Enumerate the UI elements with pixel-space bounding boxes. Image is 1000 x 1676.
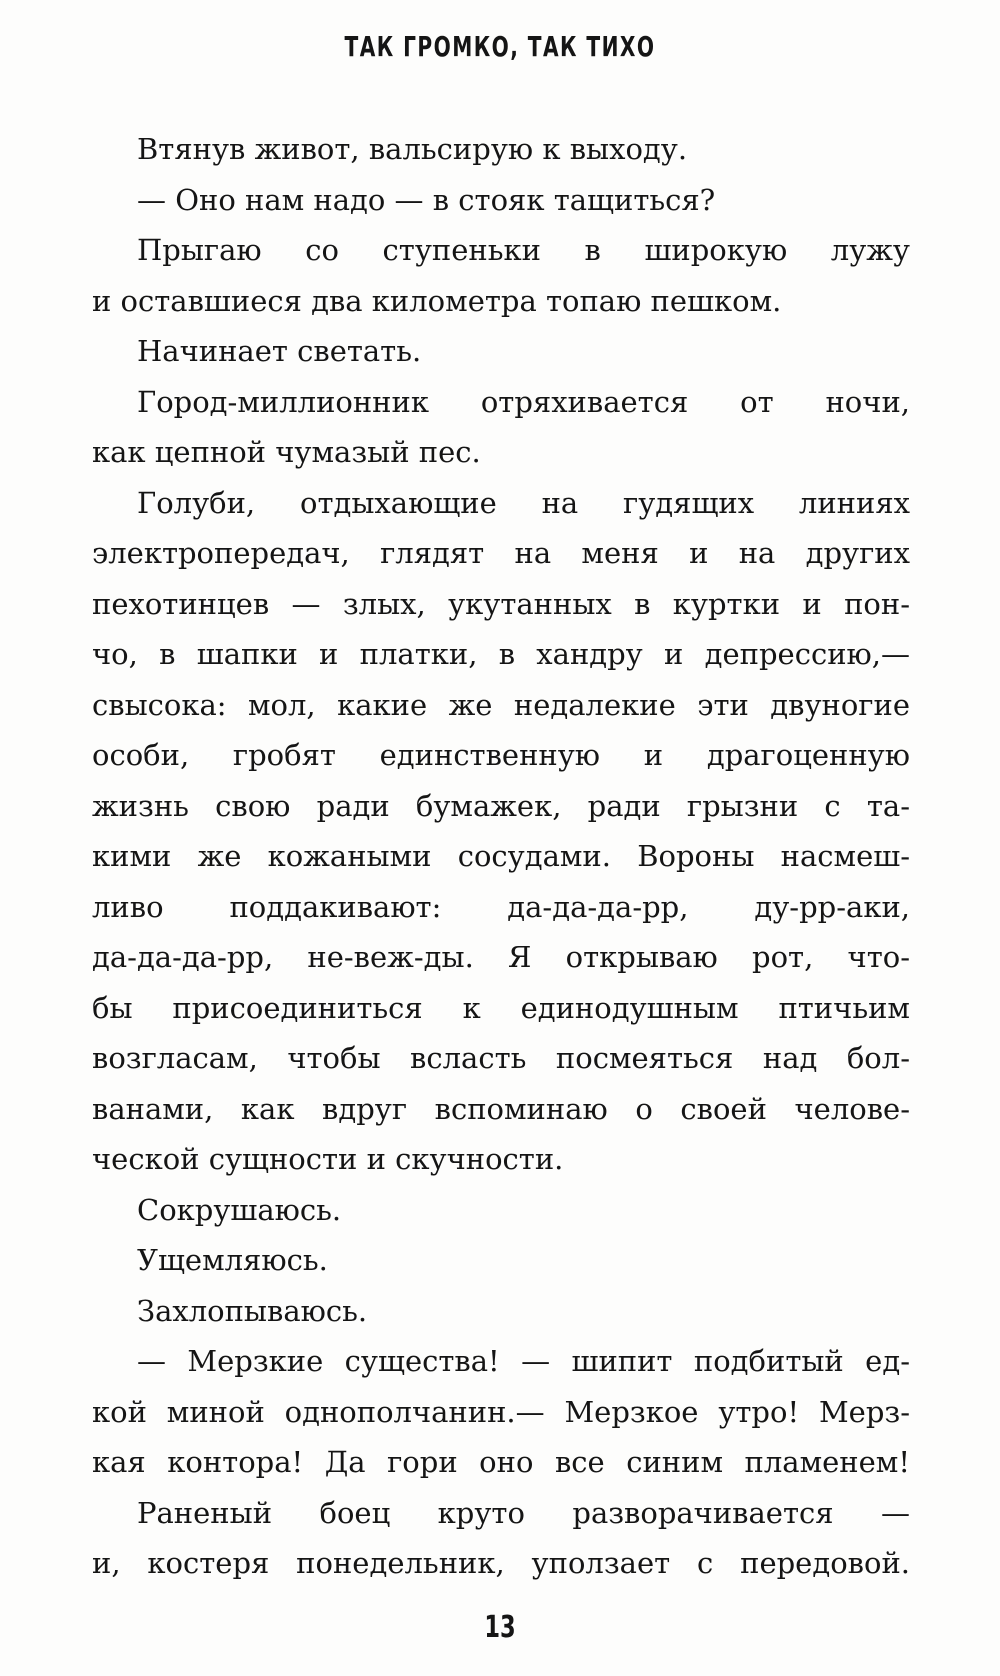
text-line: Втянув живот, вальсирую к выходу. [137,132,688,166]
text-line: Город-миллионник отряхивается от ночи, [137,384,910,419]
text-line: и оставшиеся два километра топаю пешком. [92,283,782,318]
page-number: 13 [484,1610,516,1645]
text-line: Захлопываюсь. [137,1293,368,1328]
text-line: как цепной чумазый пес. [92,435,481,469]
text-line: пехотинцев — злых, укутанных в куртки и пон- [92,586,910,621]
text-line: возгласам, чтобы всласть посмеяться над бол- [92,1041,910,1075]
text-line: и, костеря понедельник, уползает с передовой. [92,1546,910,1580]
text-line: ливо поддакивают: да-да-да-рр, ду-рр-аки, [92,889,910,924]
text-line: Сокрушаюсь. [137,1192,342,1227]
body-text [92,124,910,1589]
text-line: бы присоединиться к единодушным птичьим [92,990,910,1025]
text-line: электропередач, глядят на меня и на других [92,536,910,570]
text-line: — Оно нам надо — в стояк тащиться? [137,182,716,217]
text-line: Ущемляюсь. [137,1243,328,1277]
text-line: кая контора! Да гори оно все синим пламенем! [92,1445,910,1479]
text-line: Голуби, отдыхающие на гудящих линиях [137,485,910,520]
text-line: да-да-да-рр, не-веж-ды. Я открываю рот, что- [92,940,910,974]
text-line: Раненый боец круто разворачивается — [137,1495,910,1530]
text-line: особи, гробят единственную и драгоценную [92,738,910,772]
text-line: чо, в шапки и платки, в хандру и депрессию,— [92,637,910,671]
text-line: свысока: мол, какие же недалекие эти двуногие [92,687,910,722]
text-line: жизнь свою ради бумажек, ради грызни с та- [92,788,910,823]
text-line: ванами, как вдруг вспоминаю о своей челове- [92,1091,910,1126]
text-line: Начинает светать. [137,334,422,368]
text-line: кой миной однополчанин.— Мерзкое утро! Мерз- [92,1394,910,1429]
running-title: ТАК ГРОМКО, ТАК ТИХО [344,30,656,63]
text-line: кими же кожаными сосудами. Вороны насмеш- [92,839,910,873]
text-line: — Мерзкие существа! — шипит подбитый ед- [137,1344,910,1378]
text-line: Прыгаю со ступеньки в широкую лужу [137,233,910,267]
text-line: ческой сущности и скучности. [92,1142,564,1176]
